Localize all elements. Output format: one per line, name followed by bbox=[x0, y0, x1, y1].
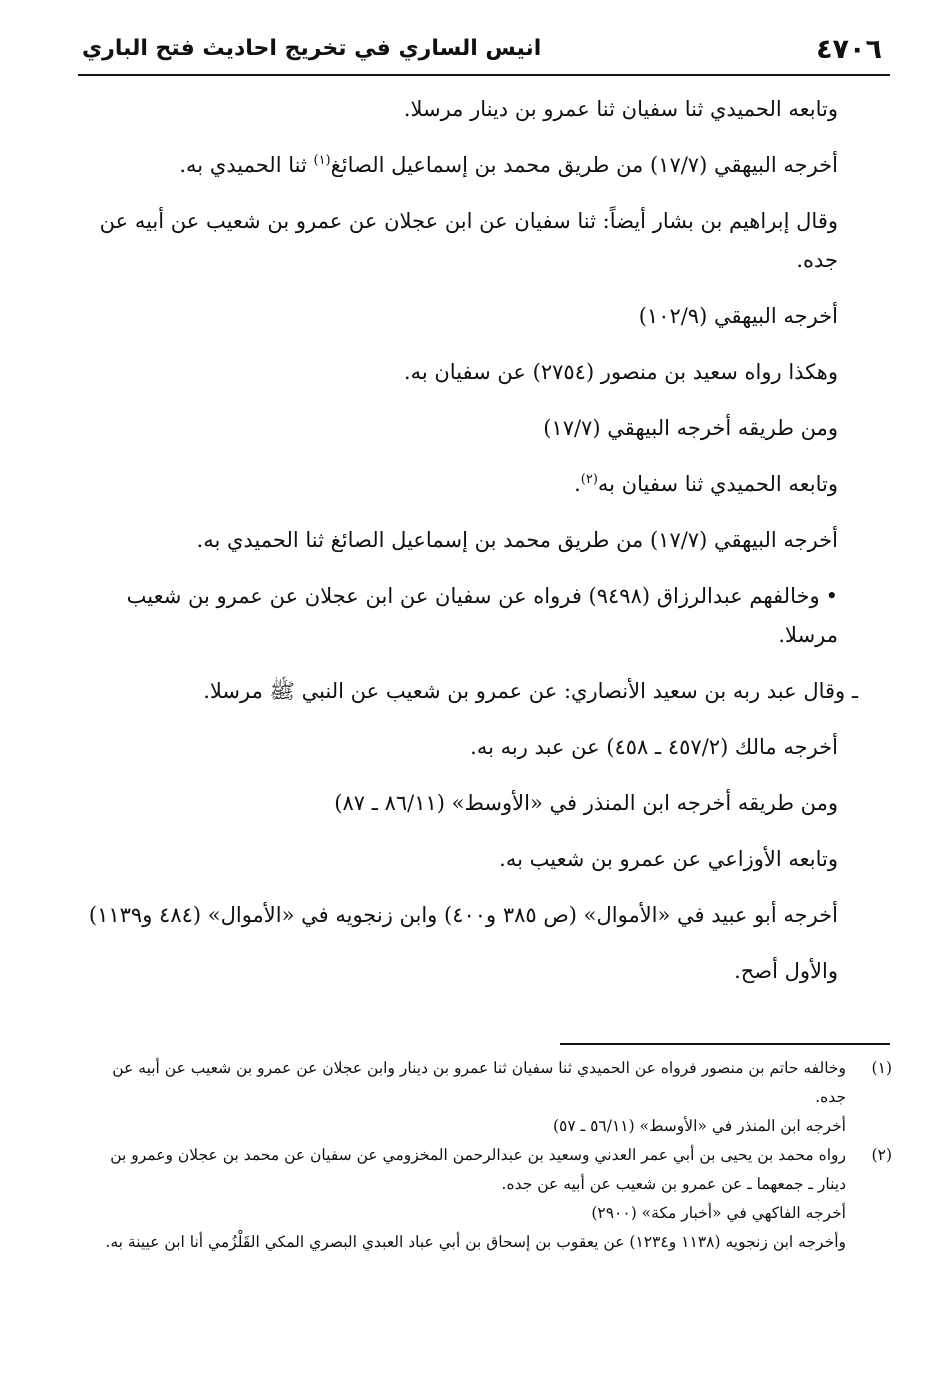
paragraph-text: أخرجه البيهقي (١٧/٧) من طريق محمد بن إسماعيل الصائغ ثنا الحميدي به. bbox=[196, 528, 838, 552]
paragraph bbox=[84, 840, 888, 879]
paragraph-text: ومن طريقه أخرجه البيهقي (١٧/٧) bbox=[543, 416, 838, 440]
page-header bbox=[78, 30, 890, 76]
paragraph bbox=[84, 672, 888, 711]
paragraph bbox=[84, 728, 888, 767]
paragraph bbox=[84, 952, 888, 991]
paragraph-text: أخرجه مالك (٤٥٧/٢ ـ ٤٥٨) عن عبد ربه به. bbox=[470, 735, 838, 759]
footnote bbox=[80, 1141, 892, 1257]
paragraph-text: وتابعه الحميدي ثنا سفيان ثنا عمرو بن دينار مرسلا. bbox=[403, 97, 838, 121]
footnote bbox=[80, 1054, 892, 1141]
footnote-ref[interactable]: (٢) bbox=[580, 472, 598, 487]
footnote-line: أخرجه الفاكهي في «أخبار مكة» (٢٩٠٠) bbox=[591, 1204, 846, 1222]
paragraph bbox=[84, 353, 888, 392]
paragraph-text: وقال إبراهيم بن بشار أيضاً: ثنا سفيان عن ابن عجلان عن عمرو بن شعيب عن أبيه عن جده. bbox=[99, 209, 838, 272]
footnote-line: أخرجه ابن المنذر في «الأوسط» (٥٦/١١ ـ ٥٧) bbox=[552, 1117, 846, 1135]
paragraph-text: وتابعه الأوزاعي عن عمرو بن شعيب به. bbox=[499, 847, 838, 871]
paragraph-text: . bbox=[574, 472, 581, 496]
paragraph-text: ـ وقال عبد ربه بن سعيد الأنصاري: عن عمرو بن شعيب عن النبي ﷺ مرسلا. bbox=[203, 679, 858, 703]
footnote-line: وخالفه حاتم بن منصور فرواه عن الحميدي ثنا سفيان ثنا عمرو بن دينار وابن عجلان عن عمرو بن شعيب عن أبيه عن جده. bbox=[112, 1059, 846, 1106]
paragraph bbox=[84, 297, 888, 336]
paragraph-text: والأول أصح. bbox=[734, 959, 838, 983]
footnote-ref[interactable]: (١) bbox=[313, 153, 331, 168]
footnote-separator bbox=[560, 1043, 890, 1045]
footnote-line: وأخرجه ابن زنجويه (١١٣٨ و١٢٣٤) عن يعقوب بن إسحاق بن أبي عباد العبدي البصري المكي القَلْزُمي أنا ابن عيينة به. bbox=[105, 1233, 846, 1251]
paragraph bbox=[84, 202, 888, 280]
paragraph bbox=[84, 90, 888, 129]
paragraph bbox=[84, 577, 888, 655]
paragraph bbox=[84, 146, 888, 185]
paragraph bbox=[84, 521, 888, 560]
running-title: انيس الساري في تخريج احاديث فتح الباري bbox=[82, 36, 542, 61]
main-text bbox=[84, 90, 888, 1008]
paragraph-text: وخالفهم عبدالرزاق (٩٤٩٨) فرواه عن سفيان عن ابن عجلان عن عمرو بن شعيب مرسلا. bbox=[126, 584, 838, 647]
footnotes bbox=[80, 1054, 892, 1257]
footnote-number: (١) bbox=[871, 1059, 892, 1077]
paragraph-text: ثنا الحميدي به. bbox=[179, 153, 314, 177]
bullet-icon: • bbox=[825, 584, 838, 608]
paragraph-text: ومن طريقه أخرجه ابن المنذر في «الأوسط» (٨٦/١١ ـ ٨٧) bbox=[334, 791, 838, 815]
paragraph bbox=[84, 784, 888, 823]
paragraph-text: وهكذا رواه سعيد بن منصور (٢٧٥٤) عن سفيان به. bbox=[403, 360, 838, 384]
paragraph-text: أخرجه البيهقي (١٧/٧) من طريق محمد بن إسماعيل الصائغ bbox=[330, 153, 838, 177]
paragraph-text: أخرجه أبو عبيد في «الأموال» (ص ٣٨٥ و٤٠٠) وابن زنجويه في «الأموال» (٤٨٤ و١١٣٩) bbox=[88, 903, 838, 927]
paragraph bbox=[84, 409, 888, 448]
paragraph-text: أخرجه البيهقي (١٠٢/٩) bbox=[638, 304, 838, 328]
paragraph bbox=[84, 465, 888, 504]
paragraph bbox=[84, 896, 888, 935]
page-number: ٤٧٠٦ bbox=[816, 34, 882, 65]
footnote-number: (٢) bbox=[871, 1146, 892, 1164]
footnote-line: رواه محمد بن يحيى بن أبي عمر العدني وسعيد بن عبدالرحمن المخزومي عن سفيان عن محمد بن عجلان وعمرو بن دينار ـ جمعهما ـ عن عمرو بن شعيب عن أبيه عن جده. bbox=[110, 1146, 846, 1193]
paragraph-text: وتابعه الحميدي ثنا سفيان به bbox=[597, 472, 838, 496]
